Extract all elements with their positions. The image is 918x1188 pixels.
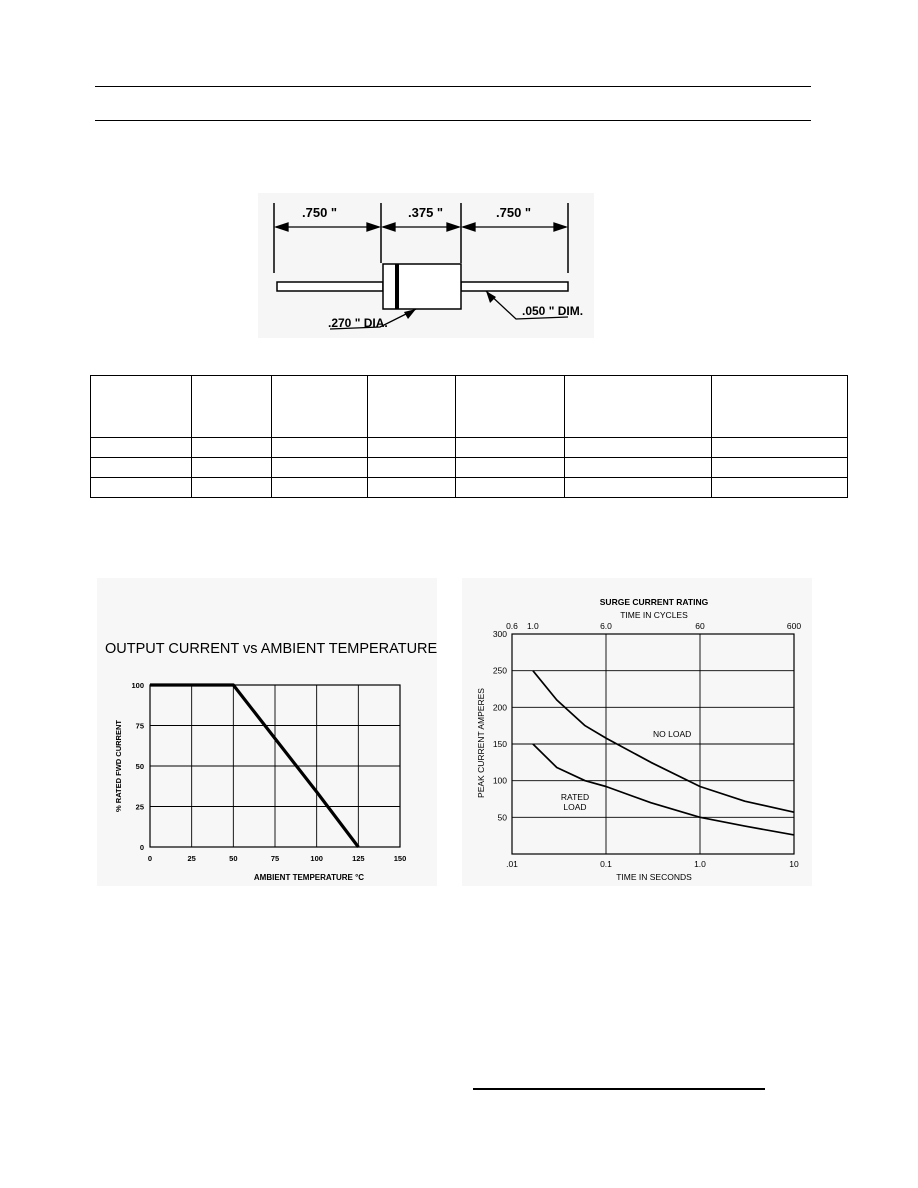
cathode-band <box>395 264 399 309</box>
body-length-label: .375 " <box>408 205 444 220</box>
x-tick-label: 1.0 <box>694 859 706 869</box>
chart-title: OUTPUT CURRENT vs AMBIENT TEMPERATURE <box>105 641 437 657</box>
y-tick-label: 200 <box>492 702 507 713</box>
rated-annotation: RATED <box>560 792 590 802</box>
table-cell <box>565 458 712 478</box>
table-cell <box>712 438 848 458</box>
y-tick-label: 300 <box>492 629 507 639</box>
chart-x-axis-label: AMBIENT TEMPERATURE °C <box>253 873 365 882</box>
y-tick-label: 100 <box>131 681 144 690</box>
table-header-row <box>91 376 848 438</box>
spec-table <box>90 375 848 498</box>
x-tick-label: 25 <box>187 854 196 863</box>
table-cell <box>565 478 712 498</box>
table-cell <box>91 458 192 478</box>
top-tick-label: 0.6 <box>506 621 518 631</box>
left-lead-length-label: .750 " <box>302 205 338 220</box>
top-tick-label: 600 <box>786 621 802 631</box>
top-tick-label: 1.0 <box>526 621 539 631</box>
chart-top-axis-label: TIME IN CYCLES <box>620 610 688 620</box>
table-cell <box>565 376 712 438</box>
table-cell <box>192 458 272 478</box>
x-tick-label: 50 <box>229 854 238 863</box>
x-tick-label: .01 <box>506 859 518 869</box>
diode-left-lead <box>277 282 383 291</box>
y-tick-label: 150 <box>492 739 507 749</box>
chart-y-axis-label: % RATED FWD CURRENT <box>114 720 123 812</box>
y-tick-label: 100 <box>492 775 507 786</box>
table-cell <box>91 478 192 498</box>
signature-line <box>473 1088 765 1090</box>
x-tick-label: 0 <box>147 854 153 863</box>
table-cell <box>272 458 368 478</box>
table-cell <box>368 376 456 438</box>
y-tick-label: 25 <box>135 802 144 812</box>
top-tick-label: 6.0 <box>600 621 612 631</box>
y-tick-label: 50 <box>497 812 507 823</box>
table-cell <box>272 438 368 458</box>
chart-title: SURGE CURRENT RATING <box>599 597 709 607</box>
y-tick-label: 250 <box>492 665 507 676</box>
table-cell <box>368 438 456 458</box>
x-tick-label: 10 <box>789 859 799 869</box>
no-load-annotation: NO LOAD <box>653 729 692 739</box>
table-cell <box>456 438 565 458</box>
header-rule-top <box>95 86 811 87</box>
table-cell <box>565 438 712 458</box>
diode-dimension-drawing <box>258 193 594 338</box>
chart-x-axis-label: TIME IN SECONDS <box>616 872 692 882</box>
table-cell <box>192 478 272 498</box>
x-tick-label: 150 <box>393 854 407 863</box>
table-cell <box>368 458 456 478</box>
table-cell <box>456 376 565 438</box>
load-annotation: LOAD <box>563 802 587 812</box>
table-row <box>91 458 848 478</box>
table-cell <box>712 478 848 498</box>
output-current-chart <box>97 578 437 886</box>
table-cell <box>712 458 848 478</box>
table-cell <box>456 478 565 498</box>
diode-right-lead <box>461 282 568 291</box>
body-diameter-label: .270 " DIA. <box>328 316 388 330</box>
x-tick-label: 0.1 <box>600 859 612 869</box>
y-tick-label: 50 <box>135 762 144 771</box>
table-cell <box>91 376 192 438</box>
table-cell <box>192 376 272 438</box>
chart-y-axis-label: PEAK CURRENT AMPERES <box>476 688 486 798</box>
chart-background <box>97 578 437 886</box>
header-rule-bottom <box>95 120 811 121</box>
table-row <box>91 438 848 458</box>
x-tick-label: 100 <box>310 854 323 863</box>
table-cell <box>712 376 848 438</box>
diode-body <box>383 264 461 309</box>
table-cell <box>91 438 192 458</box>
top-tick-label: 60 <box>695 621 705 631</box>
table-cell <box>272 478 368 498</box>
lead-diameter-label: .050 " DIM. <box>522 304 584 318</box>
x-tick-label: 75 <box>270 854 280 863</box>
table-cell <box>368 478 456 498</box>
surge-current-chart <box>462 578 812 886</box>
y-tick-label: 75 <box>135 721 144 731</box>
table-cell <box>192 438 272 458</box>
right-lead-length-label: .750 " <box>496 205 532 220</box>
x-tick-label: 125 <box>352 854 365 863</box>
table-row <box>91 478 848 498</box>
y-tick-label: 0 <box>139 843 144 852</box>
table-cell <box>456 458 565 478</box>
table-cell <box>272 376 368 438</box>
